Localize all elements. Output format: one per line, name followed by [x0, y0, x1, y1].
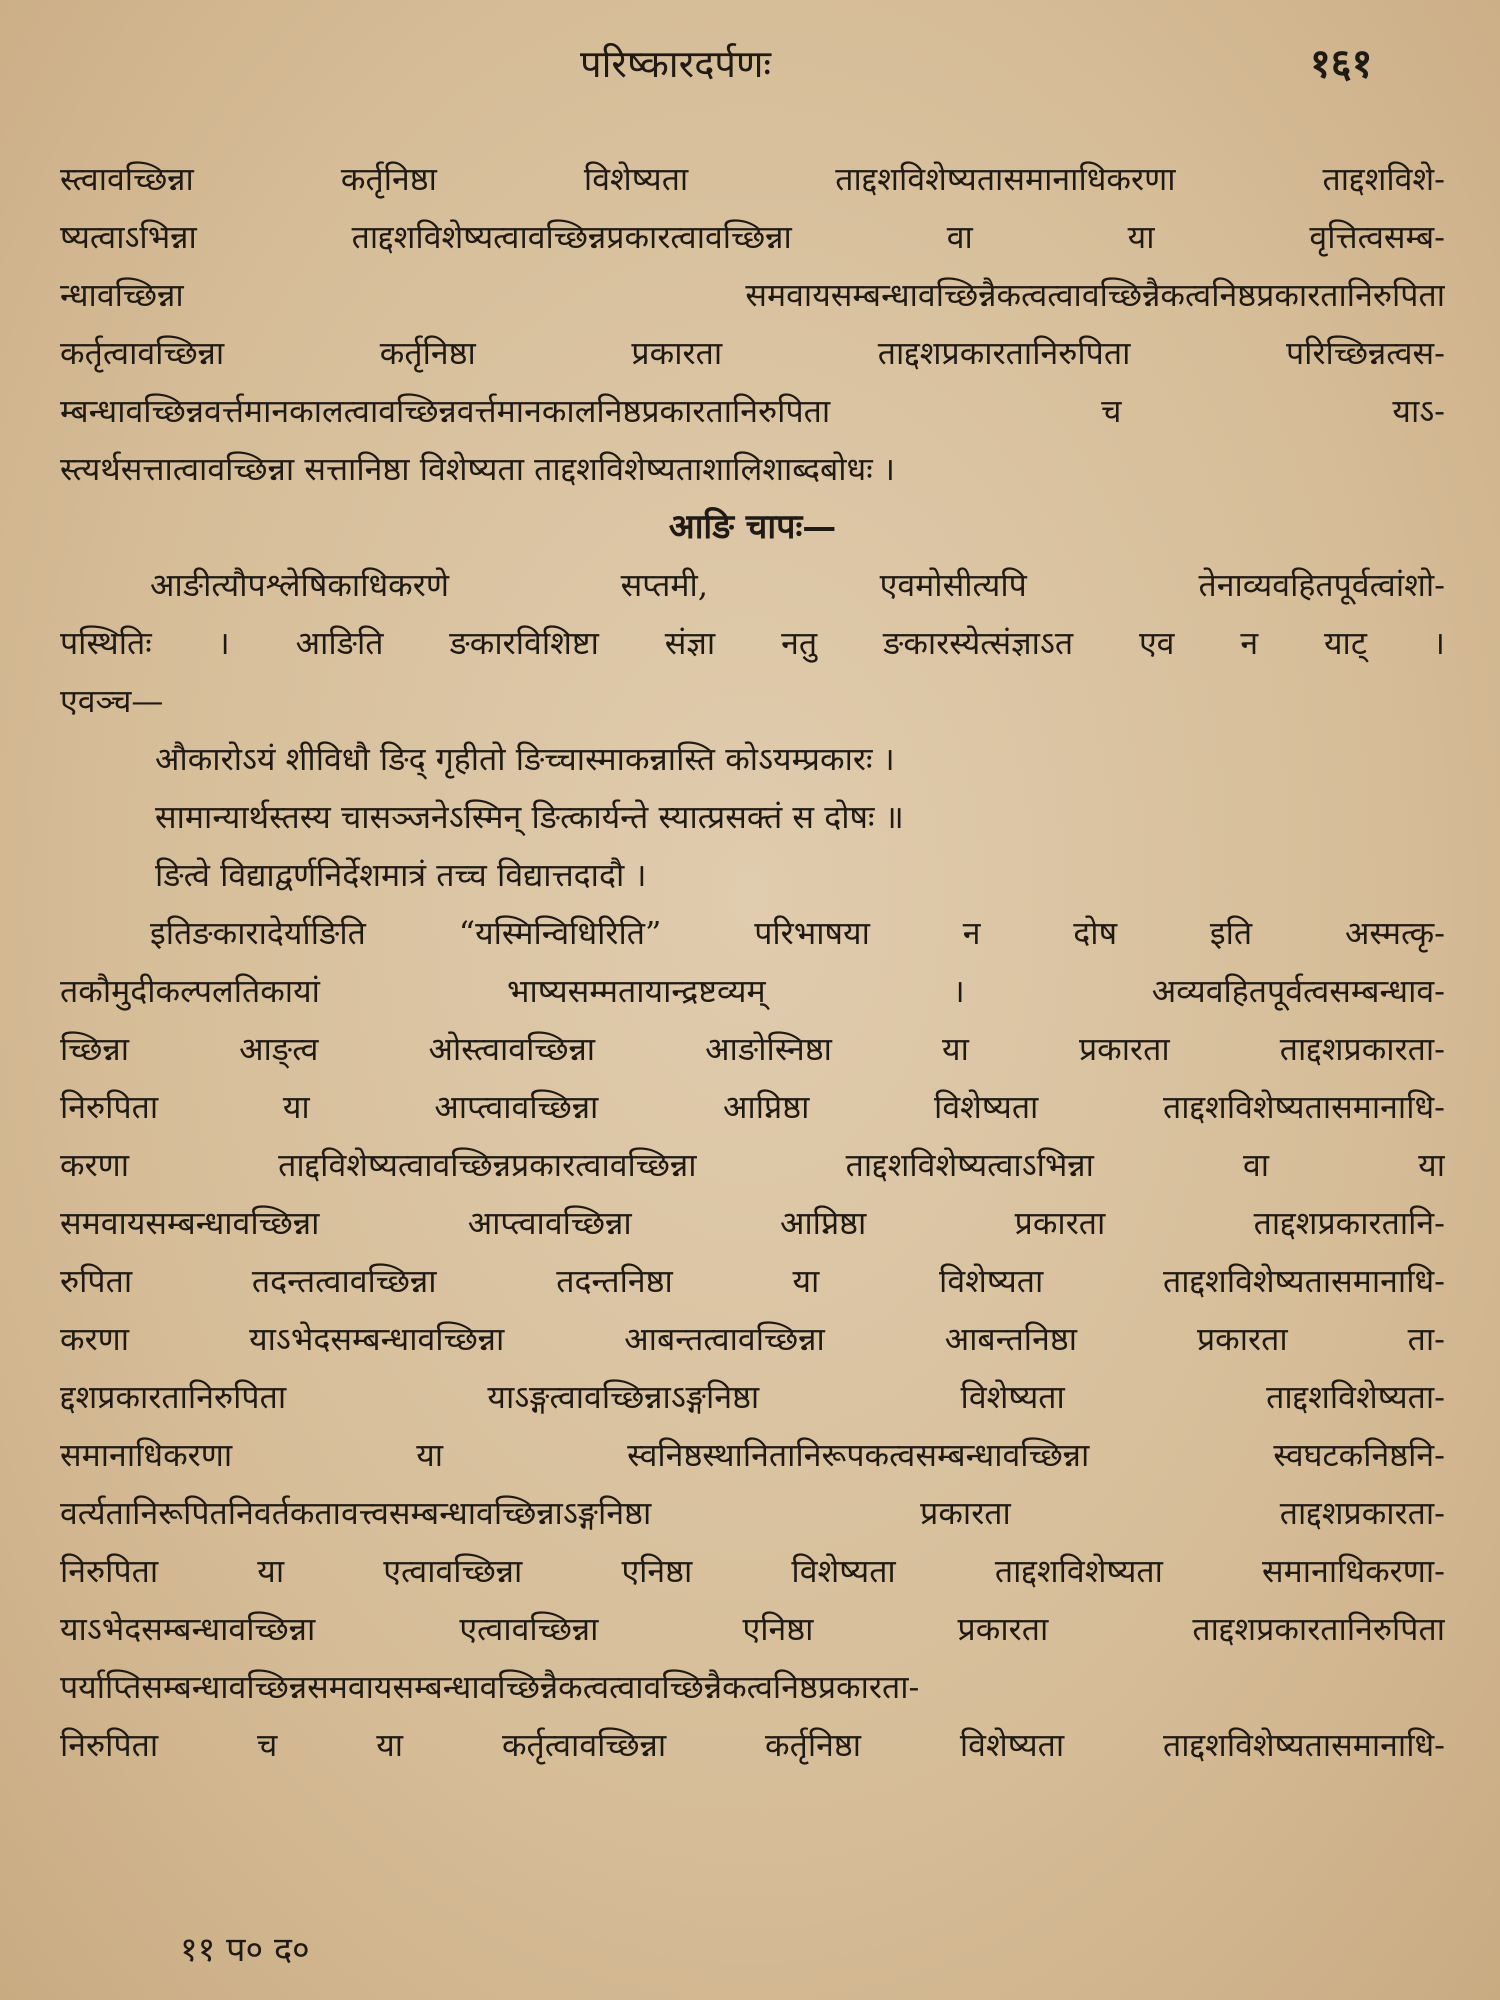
- text-line: न्धावच्छिन्ना समवायसम्बन्धावच्छिन्नैकत्वत्वावच्छिन्नैकत्वनिष्ठप्रकारतानिरुपिता: [60, 276, 1445, 314]
- text-line: याऽभेदसम्बन्धावच्छिन्ना एत्वावच्छिन्ना एनिष्ठा प्रकारता ताद्दशप्रकारतानिरुपिता: [60, 1610, 1445, 1648]
- text-line: म्बन्धावच्छिन्नवर्त्तमानकालत्वावच्छिन्नवर्त्तमानकालनिष्ठप्रकारतानिरुपिता च याऽ-: [60, 392, 1445, 430]
- text-line: वर्त्यतानिरूपितनिवर्तकतावत्त्वसम्बन्धावच्छिन्नाऽङ्गनिष्ठा प्रकारता ताद्दशप्रकारता-: [60, 1494, 1445, 1532]
- text-line: निरुपिता या एत्वावच्छिन्ना एनिष्ठा विशेष्यता ताद्दशविशेष्यता समानाधिकरणा-: [60, 1552, 1445, 1590]
- text-line: स्त्वावच्छिन्ना कर्तृनिष्ठा विशेष्यता ताद्दशविशेष्यतासमानाधिकरणा ताद्दशविशे-: [60, 160, 1445, 198]
- text-line: स्त्यर्थसत्तात्वावच्छिन्ना सत्तानिष्ठा विशेष्यता ताद्दशविशेष्यताशालिशाब्दबोधः ।: [60, 450, 895, 488]
- text-line: कर्तृत्वावच्छिन्ना कर्तृनिष्ठा प्रकारता ताद्दशप्रकारतानिरुपिता परिच्छिन्नत्वस-: [60, 334, 1445, 372]
- text-line: पर्याप्तिसम्बन्धावच्छिन्नसमवायसम्बन्धावच्छिन्नैकत्वत्वावच्छिन्नैकत्वनिष्ठप्रकारता-: [60, 1668, 920, 1706]
- text-line: ष्यत्वाऽभिन्ना ताद्दशविशेष्यत्वावच्छिन्नप्रकारत्वावच्छिन्ना वा या वृत्तित्वसम्ब-: [60, 218, 1445, 256]
- page-number: १६१: [1310, 40, 1373, 87]
- text-line: निरुपिता च या कर्तृत्वावच्छिन्ना कर्तृनिष्ठा विशेष्यता ताद्दशविशेष्यतासमानाधि-: [60, 1726, 1445, 1764]
- text-line: द्दशप्रकारतानिरुपिता याऽङ्गत्वावच्छिन्नाऽङ्गनिष्ठा विशेष्यता ताद्दशविशेष्यता-: [60, 1378, 1445, 1416]
- text-line: रुपिता तदन्तत्वावच्छिन्ना तदन्तनिष्ठा या विशेष्यता ताद्दशविशेष्यतासमानाधि-: [60, 1262, 1445, 1300]
- running-title: परिष्कारदर्पणः: [580, 42, 772, 86]
- text-line: तकौमुदीकल्पलतिकायां भाष्यसम्मतायान्द्रष्टव्यम् । अव्यवहितपूर्वत्वसम्बन्धाव-: [60, 972, 1445, 1010]
- text-line: समानाधिकरणा या स्वनिष्ठस्थानितानिरूपकत्वसम्बन्धावच्छिन्ना स्वघटकनिष्ठनि-: [60, 1436, 1445, 1474]
- text-line: निरुपिता या आप्त्वावच्छिन्ना आप्निष्ठा विशेष्यता ताद्दशविशेष्यतासमानाधि-: [60, 1088, 1445, 1126]
- text-line: आङीत्यौपश्लेषिकाधिकरणे सप्तमी, एवमोसीत्यपि तेनाव्यवहितपूर्वत्वांशो-: [150, 566, 1445, 604]
- text-line: समवायसम्बन्धावच्छिन्ना आप्त्वावच्छिन्ना आप्निष्ठा प्रकारता ताद्दशप्रकारतानि-: [60, 1204, 1445, 1242]
- text-line: च्छिन्ना आङ्त्व ओस्त्वावच्छिन्ना आङोस्निष्ठा या प्रकारता ताद्दशप्रकारता-: [60, 1030, 1445, 1068]
- section-heading: आङि चापः—: [668, 507, 837, 547]
- verse-line: औकारोऽयं शीविधौ ङिद् गृहीतो ङिच्चास्माकन्नास्ति कोऽयम्प्रकारः ।: [155, 740, 895, 778]
- text-line: करणा ताद्दविशेष्यत्वावच्छिन्नप्रकारत्वावच्छिन्ना ताद्दशविशेष्यत्वाऽभिन्ना वा या: [60, 1146, 1445, 1184]
- text-body: [60, 150, 1445, 1774]
- verse-line: सामान्यार्थस्तस्य चासञ्जनेऽस्मिन् ङित्कार्यन्ते स्यात्प्रसक्तं स दोषः ॥: [155, 798, 904, 836]
- signature-mark: ११ प० द०: [180, 1930, 310, 1970]
- verse-line: ङित्वे विद्याद्वर्णनिर्देशमात्रं तच्च विद्यात्तदादौ ।: [155, 856, 647, 894]
- text-line: पस्थितिः । आङिति ङकारविशिष्टा संज्ञा नतु ङकारस्येत्संज्ञाऽत एव न याट् ।: [60, 624, 1445, 662]
- text-line: एवञ्च—: [60, 682, 164, 720]
- text-line: करणा याऽभेदसम्बन्धावच्छिन्ना आबन्तत्वावच्छिन्ना आबन्तनिष्ठा प्रकारता ता-: [60, 1320, 1445, 1358]
- page-header: [0, 34, 1500, 94]
- text-line: इतिङकारादेर्याङिति “यस्मिन्विधिरिति” परिभाषया न दोष इति अस्मत्कृ-: [150, 914, 1445, 952]
